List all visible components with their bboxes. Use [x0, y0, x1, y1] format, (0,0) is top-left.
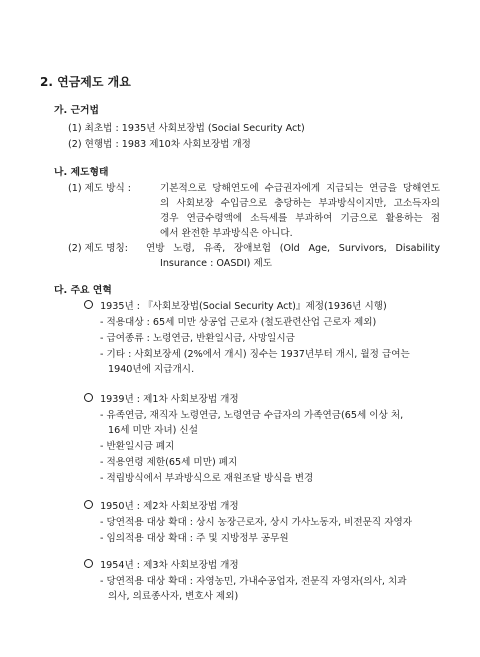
na-item-1-line-4: 에서 완전한 부과방식은 아니다.	[160, 228, 293, 239]
circle-bullet-icon	[84, 559, 93, 568]
event-1935	[84, 300, 387, 313]
ga-item-1: (1) 최초법 : 1935년 사회보장법 (Social Security Act)	[68, 123, 305, 134]
event-1939-bullet-4: - 적립방식에서 부과방식으로 재원조달 방식을 변경	[100, 473, 314, 484]
event-1939-bullet-3: - 적용연령 제한(65세 미만) 폐지	[100, 457, 238, 468]
event-1935-bullet-3-line-1: - 기타 : 사회보장세 (2%에서 개시) 징수는 1937년부터 개시, 월정 급여는	[100, 349, 410, 360]
circle-bullet-icon	[84, 300, 93, 309]
event-1950	[84, 500, 239, 513]
event-1950-bullet-2: - 임의적용 대상 확대 : 주 및 지방정부 공무원	[100, 533, 289, 544]
circle-bullet-icon	[84, 393, 93, 402]
event-1935-title: 1935년 : 『사회보장법(Social Security Act)』제정(1936년 시행)	[100, 301, 387, 312]
event-1939-bullet-2: - 반환일시금 폐지	[100, 441, 175, 452]
heading-ga: 가. 근거법	[54, 105, 99, 116]
na-item-2-label: (2) 제도 명칭:	[68, 243, 128, 254]
na-item-1-line-3: 경우 연금수령액에 소득세를 부과하여 기금으로 활용하는 점	[160, 213, 440, 224]
event-1939-bullet-1-line-1: - 유족연금, 재직자 노령연금, 노령연금 수급자의 가족연금(65세 이상 처,	[100, 410, 404, 421]
heading-da: 다. 주요 연혁	[54, 285, 112, 296]
event-1954-bullet-1-line-2: 의사, 의료종사자, 변호사 제외)	[108, 591, 239, 602]
event-1939	[84, 393, 239, 406]
event-1939-bullet-1-line-2: 16세 미만 자녀) 신설	[108, 425, 198, 436]
section-title: 2. 연금제도 개요	[40, 75, 131, 89]
event-1954-title: 1954년 : 제3차 사회보장법 개정	[100, 560, 239, 571]
circle-bullet-icon	[84, 500, 93, 509]
event-1935-bullet-3-line-2: 1940년에 지급개시.	[108, 364, 195, 375]
na-item-2-line-1: 연방 노령, 유족, 장애보험 (Old Age, Survivors, Disability	[146, 243, 440, 254]
event-1935-bullet-1: - 적용대상 : 65세 미만 상공업 근로자 (철도관련산업 근로자 제외)	[100, 317, 377, 328]
heading-na: 나. 제도형태	[54, 167, 109, 178]
na-item-1-line-2: 의 사회보장 수입금으로 충당하는 부과방식이지만, 고소득자의	[160, 198, 440, 209]
event-1950-bullet-1: - 당연적용 대상 확대 : 상시 농장근로자, 상시 가사노동자, 비전문직 자영자	[100, 517, 413, 528]
na-item-2-line-2: Insurance : OASDI) 제도	[160, 258, 272, 269]
event-1954	[84, 559, 239, 572]
na-item-1-label: (1) 제도 방식 :	[68, 183, 132, 194]
event-1935-bullet-2: - 급여종류 : 노령연금, 반환일시금, 사망일시금	[100, 333, 295, 344]
event-1954-bullet-1-line-1: - 당연적용 대상 확대 : 자영농민, 가내수공업자, 전문직 자영자(의사, 치과	[100, 576, 407, 587]
ga-item-2: (2) 현행법 : 1983 제10차 사회보장법 개정	[68, 139, 251, 150]
event-1939-title: 1939년 : 제1차 사회보장법 개정	[100, 394, 239, 405]
na-item-1-line-1: 기본적으로 당해연도에 수급권자에게 지급되는 연금을 당해연도	[160, 183, 440, 194]
event-1950-title: 1950년 : 제2차 사회보장법 개정	[100, 501, 239, 512]
